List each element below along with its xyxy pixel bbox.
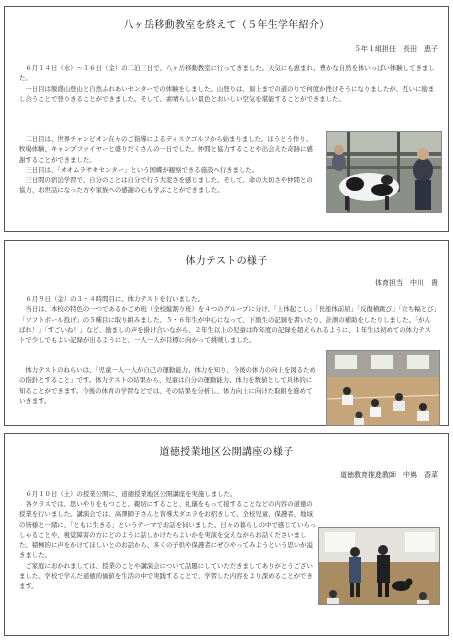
- gym-fitness-test-photo: [326, 350, 440, 426]
- paragraph: ６月９日（金）の３・４時間目に、体力テストを行いました。: [25, 295, 205, 303]
- article-title: 体力テストの様子: [185, 256, 268, 267]
- paragraph: ６月１０日（土）の授業公開に、道徳授業地区公開講座を実施しました。: [25, 490, 237, 498]
- article-title: 道徳授業地区公開講座の様子: [159, 447, 294, 458]
- paragraph: 三日目は、「オオムラサキセンター」という国蝶が観察できる施設へ行きました。: [25, 165, 259, 174]
- article-body: [19, 63, 437, 104]
- article-body-wrapped: [19, 365, 317, 406]
- paragraph: 二日目は、世界チャンピオン在々のご指導によるディスクゴルフから始まりました。ほうとう作り、牧場体験、キャンプファイヤーと盛りだくさんの一日でした。仲間と協力することや出会えた奇跡に感謝することができました。: [19, 135, 313, 164]
- paragraph: 各クラスでは、思いやりをもつこと、親切にすること、礼儀をもって接することなどの内容の道徳の授業を行いました。講演会では、高澤師子さんと盲導犬ダエラをお招きして、全校児童、保護者、地域の皆様と一緒に、「ともに生きる」というテーマでお話を伺いました。日々の暮らしの中で感じていらっしゃることや、視覚障害の方にどのように話しかけたらよいかを実演を交えながらお話くださいました。積極的に声をかけてほしいとのお話から、多くの子供や保護者にぜひやってみようという思いが溢きました。: [19, 500, 317, 560]
- lecture-guide-dog-photo: [318, 527, 440, 605]
- paragraph: ご家庭におかれましては、授業のことや講演会について話題にしていただきましてありがとうございました。学校で学んだ道徳的価値を生活の中で実践することで、学習した内容をより深めることができます。: [19, 561, 313, 591]
- paragraph: ６月１４日（水）～１６日（金）の二泊三日で、八ヶ岳移動教室に行ってきました。天気にも恵まれ、豊かな自然を体いっぱい体験してきました。: [19, 64, 435, 83]
- paragraph: 当日は、本校の特色の一つであるかごめ班（全校縦割り班）を４つのグループに分け、「上体起こし」「長座体前屈」「反復横跳び」「立ち幅とび」「ソフトボール投げ」の５種目に取り組みました。５・６年生が中心になって、下級生の記録を書いたり、計測の補助をしたりしました。「がんばれ！」「すごいね！」など、励ましの声を掛け合いながら、２年生以上の児童は昨年度の記録を超えられるように、１年生は初めての体力テストで少しでもよい記録が出るようにと、一人一人が目標に向かって挑戦しました。: [19, 305, 437, 345]
- article-author: 道徳教育推進教師 中嶌 香菜: [340, 471, 438, 479]
- article-body-wrapped: [19, 134, 317, 196]
- article-body: [19, 294, 437, 345]
- article-yatsugatake: [4, 6, 449, 232]
- article-body: [19, 489, 437, 499]
- gym-illustration: [327, 351, 440, 426]
- paragraph: 体力テストのねらいは、「児童一人一人が自己の運動能力、体力を知り、今後の体力の向上を図るための指針とすること」です。体力テストの結果から、児童は自分の運動能力、体力を数値として具体的に知ることができます。今後の体育の学習などでは、その結果を分析し、体力向上に向けた取組を進めていきます。: [19, 366, 316, 405]
- article-moral-education: [4, 433, 449, 636]
- article-author: ５年１組担任 長田 恵子: [354, 45, 438, 53]
- article-fitness-test: [4, 240, 449, 426]
- article-author: 体育担当 中川 貴: [375, 279, 438, 287]
- cow-milking-illustration: [327, 132, 442, 213]
- paragraph: 一日目は飯盛山登山と自然ふれあいセンターでの体験をしました。山登りは、頂上までの道のりで何度か挫けそうになりましたが、互いに励まし合うことで登りきることができました。そして、素晴らしい景色とおいしい空気を堪能することができました。: [19, 84, 435, 103]
- lecture-illustration: [319, 528, 440, 605]
- article-body-wrapped: [19, 499, 317, 592]
- article-title: 八ヶ岳移動教室を終えて（５年生学年紹介）: [123, 20, 330, 31]
- cow-milking-photo: [326, 131, 442, 213]
- paragraph: 三日間の宿泊学習で、自分のことは自分で行う大変さを感じました。そして、命の大切さや仲間との協力、お世話になった方や家族への感謝の心も学ぶことができました。: [19, 176, 313, 195]
